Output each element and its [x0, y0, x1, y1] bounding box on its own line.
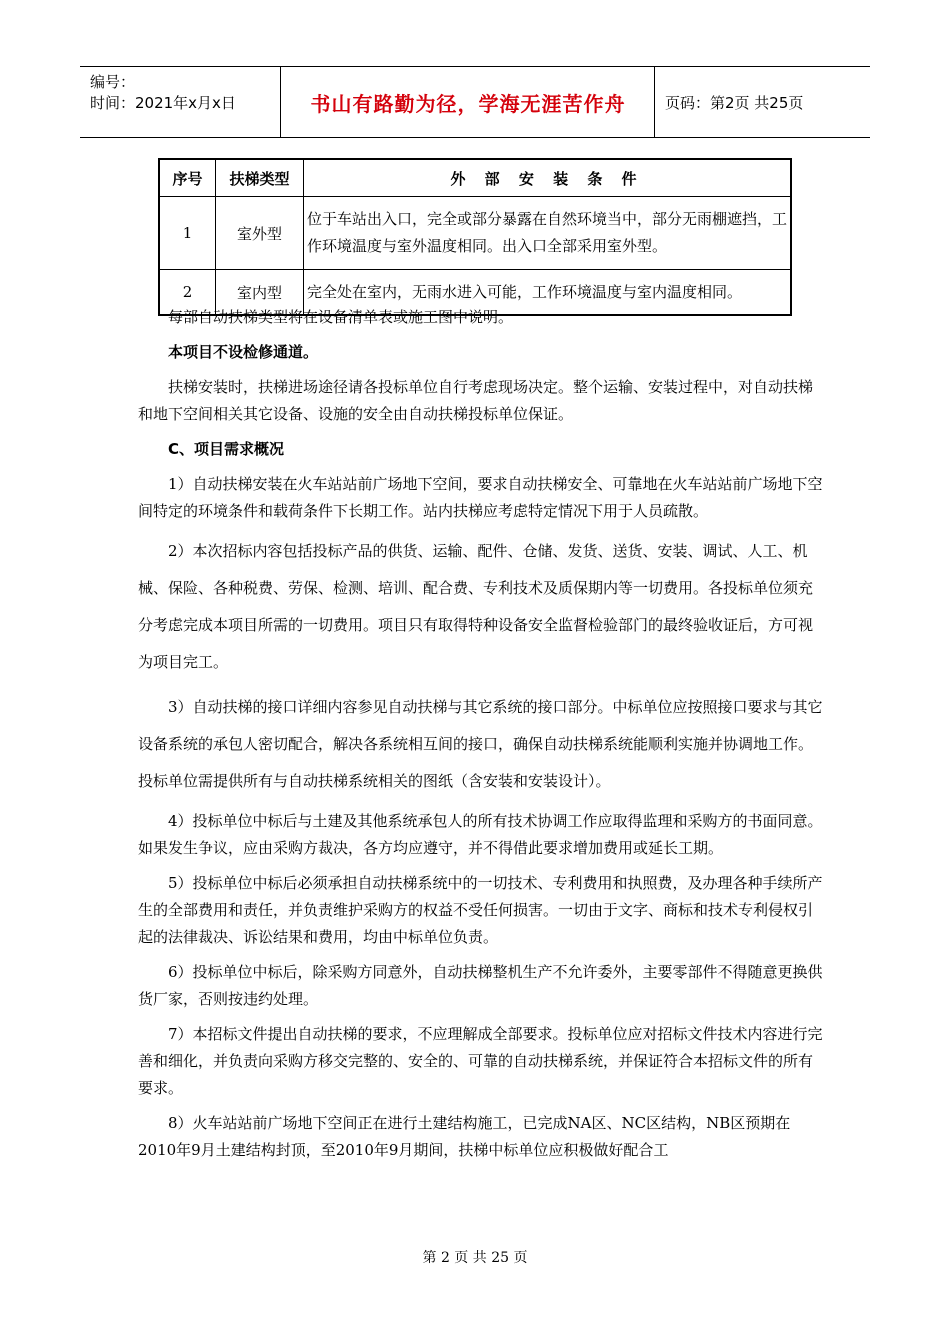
paragraph: 每部自动扶梯类型将在设备清单表或施工图中说明。 [168, 308, 514, 326]
cell-no: 2 [159, 270, 216, 316]
cell-type: 室内型 [216, 270, 304, 316]
list-item: 3）自动扶梯的接口详细内容参见自动扶梯与其它系统的接口部分。中标单位应按照接口要求与其它设备系统的承包人密切配合，解决各系统相互间的接口，确保自动扶梯系统能顺利实施并协调地工作。投标单位需提供所有与自动扶梯系统相关的图纸（含安装和安装设计）。 [138, 698, 823, 790]
list-item: 8）火车站站前广场地下空间正在进行土建结构施工，已完成NA区、NC区结构，NB区预期在2010年9月土建结构封顶，至2010年9月期间，扶梯中标单位应积极做好配合工 [138, 1114, 791, 1159]
col-header-no: 序号 [159, 159, 216, 197]
list-item: 6）投标单位中标后，除采购方同意外，自动扶梯整机生产不允许委外，主要零部件不得随意更换供货厂家，否则按违约处理。 [138, 963, 823, 1008]
list-item: 4）投标单位中标后与土建及其他系统承包人的所有技术协调工作应取得监理和采购方的书面同意。如果发生争议，应由采购方裁决，各方均应遵守，并不得借此要求增加费用或延长工期。 [138, 812, 823, 857]
escalator-type-table [158, 158, 792, 316]
document-body [138, 304, 826, 1164]
section-heading: C、项目需求概况 [168, 440, 285, 458]
header-page-code: 页码：第2页 共25页 [665, 93, 804, 112]
cell-desc: 完全处在室内，无雨水进入可能，工作环境温度与室内温度相同。 [304, 270, 792, 316]
list-item: 1）自动扶梯安装在火车站站前广场地下空间，要求自动扶梯安全、可靠地在火车站站前广场地下空间特定的环境条件和载荷条件下长期工作。站内扶梯应考虑特定情况下用于人员疏散。 [138, 475, 823, 520]
col-header-conditions: 外 部 安 装 条 件 [304, 159, 792, 197]
paragraph: 扶梯安装时，扶梯进场途径请各投标单位自行考虑现场决定。整个运输、安装过程中，对自动扶梯和地下空间相关其它设备、设施的安全由自动扶梯投标单位保证。 [138, 378, 814, 423]
col-header-type: 扶梯类型 [216, 159, 304, 197]
table-header-row [159, 159, 791, 197]
cell-no: 1 [159, 197, 216, 270]
cell-type: 室外型 [216, 197, 304, 270]
date-label: 时间：2021年x月x日 [90, 94, 236, 112]
cell-desc: 位于车站出入口，完全或部分暴露在自然环境当中，部分无雨棚遮挡，工作环境温度与室外温度相同。出入口全部采用室外型。 [304, 197, 792, 270]
table-row [159, 197, 791, 270]
page-header [80, 66, 870, 138]
header-motto: 书山有路勤为径，学海无涯苦作舟 [282, 67, 655, 137]
bold-notice: 本项目不设检修通道。 [168, 343, 319, 361]
header-meta [80, 67, 281, 137]
doc-number-label: 编号： [90, 73, 136, 91]
list-item: 5）投标单位中标后必须承担自动扶梯系统中的一切技术、专利费用和执照费，及办理各种手续所产生的全部费用和责任，并负责维护采购方的权益不受任何损害。一切由于文字、商标和技术专利侵权引起的法律裁决、诉讼结果和费用，均由中标单位负责。 [138, 874, 823, 946]
list-item: 7）本招标文件提出自动扶梯的要求，不应理解成全部要求。投标单位应对招标文件技术内容进行完善和细化，并负责向采购方移交完整的、安全的、可靠的自动扶梯系统，并保证符合本招标文件的所有要求。 [138, 1025, 823, 1097]
list-item: 2）本次招标内容包括投标产品的供货、运输、配件、仓储、发货、送货、安装、调试、人工、机械、保险、各种税费、劳保、检测、培训、配合费、专利技术及质保期内等一切费用。各投标单位须充分考虑完成本项目所需的一切费用。项目只有取得特种设备安全监督检验部门的最终验收证后，方可视为项目完工。 [138, 542, 814, 671]
page-footer: 第 2 页 共 25 页 [422, 1250, 528, 1266]
